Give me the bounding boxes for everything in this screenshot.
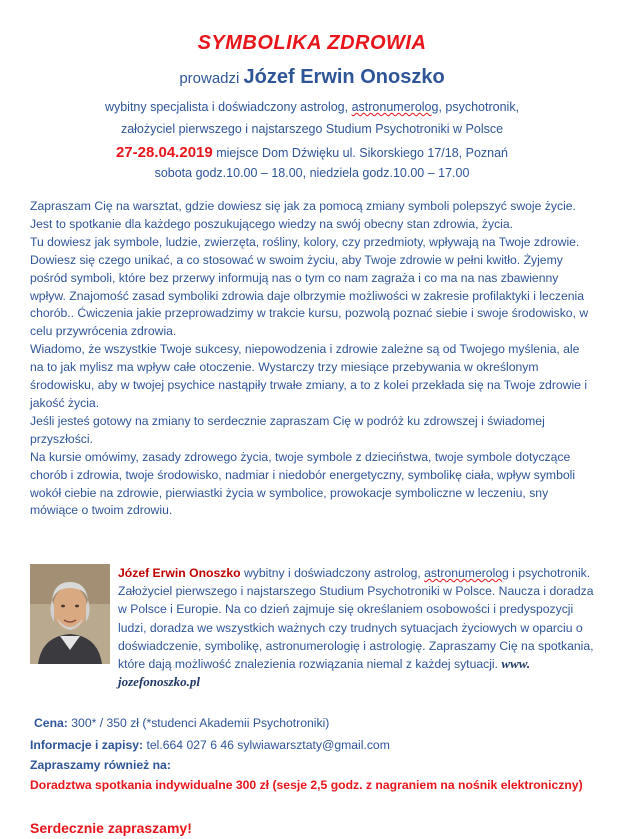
bio-astronumerolog: astronumerolog bbox=[424, 566, 509, 580]
paragraph-5: Na kursie omówimy, zasady zdrowego życia, twoje symbole z dzieciństwa, twoje symbole dotyczące chorób i zdrowia, twoje środowisko, nadmiar i niedobór energetyczny, symbolikę ciała, wpływ symboli wokół ciebie na zdrowie, pierwiastki życia w symbolice, prowokacje symboliczne w leczeniu, sny mówiące o twoim zdrowiu. bbox=[30, 449, 576, 518]
paragraph-2: Tu dowiesz jak symbole, ludzie, zwierzęta, rośliny, kolory, czy przedmioty, wpływają na Twoje zdrowie. Dowiesz się czego unikać, a co stosować w swoim życiu, aby Twoje zdrowie w pełni kwitło. Żyjemy pośród symboli, które bez przerwy informują nas o tym co nam zagraża i co ma na nas zbawienny wpływ. Znajomość zasad symboliki zdrowia daje olbrzymie możliwości w zakresie profilaktyki i leczenia chorób.. Ćwiczenia jakie przeprowadzimy w trakcie kursu, pozwolą poznać siebie i swoje środowisko, w celu przywrócenia zdrowia. bbox=[30, 234, 589, 339]
date-place-line bbox=[0, 144, 624, 161]
bio-text-2: i psychotronik. Założyciel pierwszego i najstarszego Studium Psychotroniki w Polsce. Naucza i doradza w Polsce i Europie. Na co dzień zajmuje się określaniem osobowości i predyspozycji ludzi, doradza we wszystkich ważnych czy trudnych sytuacjach życiowych w oparciu o doświadczenie, symbolikę, astronumerologię i astrologię. Zapraszamy Cię na spotkania, które dają możliwość znalezienia rozwiązania niemal z każdej sytuacji. bbox=[118, 566, 594, 672]
portrait-photo bbox=[30, 564, 118, 682]
price-line bbox=[34, 716, 604, 730]
contact-label: Informacje i zapisy: bbox=[30, 738, 144, 752]
also-invite-line: Zapraszamy również na: bbox=[30, 758, 171, 772]
host-description-2: założyciel pierwszego i najstarszego Studium Psychotroniki w Polsce bbox=[120, 122, 504, 136]
contact-line bbox=[30, 738, 600, 752]
host-name: Józef Erwin Onoszko bbox=[243, 66, 445, 88]
page-title: SYMBOLIKA ZDROWIA bbox=[197, 32, 427, 54]
main-text bbox=[30, 198, 596, 520]
paragraph-1: Zapraszam Cię na warsztat, gdzie dowiesz się jak za pomocą zmiany symboli polepszyć swoje życie. Jest to spotkanie dla każdego poszukującego wiedzy na swój obecny stan zdrowia, życia. bbox=[30, 199, 576, 231]
portrait-image bbox=[30, 564, 110, 664]
paragraph-3: Wiadomo, że wszystkie Twoje sukcesy, niepowodzenia i zdrowie zależne są od Twojego myślenia, ale na to jak mylisz ma wpływ całe otoczenie. Wystarczy trzy miesiące przebywania w określonym środowisku, aby w twojej psychice nastąpiły trwałe zmiany, a to z kolei przekłada się na Twoje zdrowie i jakość życia. bbox=[30, 342, 588, 410]
bio-text-1: wybitny i doświadczony astrolog, bbox=[240, 566, 425, 580]
desc1-a: wybitny specjalista i doświadczony astrolog, bbox=[104, 100, 352, 114]
host-line bbox=[0, 66, 624, 89]
event-place: miejsce Dom Dźwięku ul. Sikorskiego 17/18, Poznań bbox=[212, 146, 509, 160]
desc1-astronumerolog: astronumerolog bbox=[351, 100, 439, 114]
prowadzi-label: prowadzi bbox=[179, 70, 240, 87]
desc1-c: , psychotronik, bbox=[438, 100, 520, 114]
contact-value: tel.664 027 6 46 sylwiawarsztaty@gmail.com bbox=[143, 738, 390, 752]
paragraph-4: Jeśli jesteś gotowy na zmiany to serdecznie zapraszam Cię w podróż ku zdrowszej i świadomej przyszłości. bbox=[30, 413, 545, 446]
host-description-1 bbox=[0, 100, 624, 114]
bio-name: Józef Erwin Onoszko bbox=[118, 566, 241, 580]
bio-section bbox=[30, 564, 596, 691]
event-hours: sobota godz.10.00 – 18.00, niedziela godz.10.00 – 17.00 bbox=[154, 166, 470, 180]
event-date: 27-28.04.2019 bbox=[115, 144, 213, 161]
price-value: 300* / 350 zł (*studenci Akademii Psychotroniki) bbox=[67, 716, 330, 730]
price-label: Cena: bbox=[34, 716, 68, 730]
consulting-offer: Doradztwa spotkania indywidualne 300 zł (sesje 2,5 godz. z nagraniem na nośnik elektroniczny) bbox=[30, 778, 583, 792]
closing-invite: Serdecznie zapraszamy! bbox=[30, 820, 192, 836]
website-link[interactable]: www. jozefonoszko.pl bbox=[118, 656, 531, 690]
